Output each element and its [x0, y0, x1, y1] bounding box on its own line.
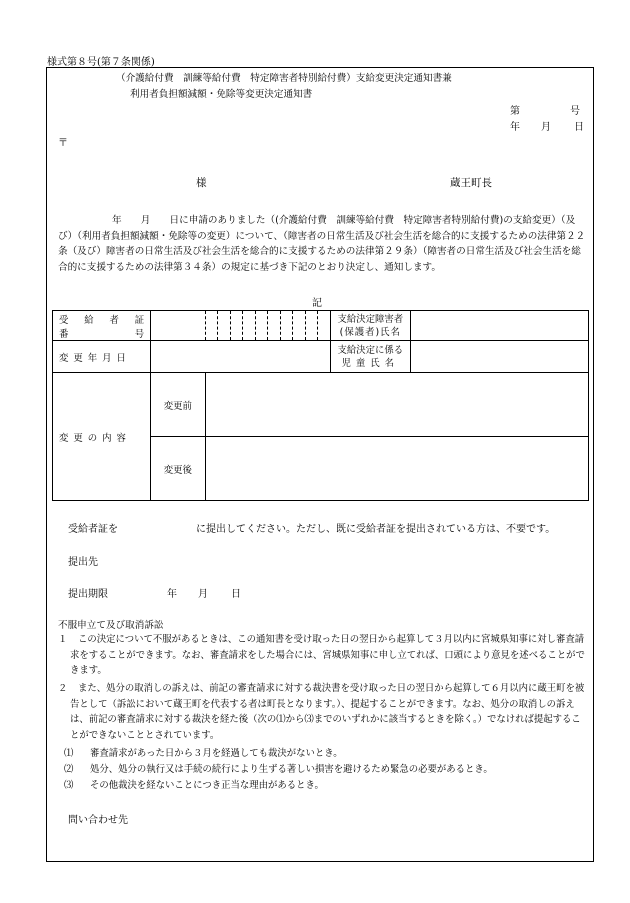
change-content-label: 変更の内容 [53, 373, 151, 501]
sub-item-1-number: ⑴ [64, 748, 74, 759]
cert-digit[interactable] [318, 311, 331, 341]
sub-item-2-number: ⑵ [64, 764, 74, 775]
title-line-2: 利用者負担額減額・免除等変更決定通知書 [130, 89, 313, 100]
sub-item-3-text: その他裁決を経ないことにつき正当な理由があるとき。 [90, 780, 324, 791]
contact-label: 問い合わせ先 [68, 815, 128, 826]
label-char: 受 [59, 314, 69, 326]
decision-table [52, 310, 589, 501]
deadline-day: 日 [231, 589, 241, 600]
label-char: 番 [59, 328, 69, 340]
cert-digit[interactable] [205, 311, 218, 341]
submit-suffix: に提出してください。ただし、既に受給者証を提出されている方は、不要です。 [196, 524, 556, 535]
doc-number-prefix: 第 [510, 106, 520, 117]
appeal-item-number: ２ [58, 683, 68, 694]
cert-digit[interactable] [268, 311, 281, 341]
sub-item-2-text: 処分、処分の執行又は手続の続行により生ずる著しい損害を避けるため緊急の必要があるとき。 [90, 764, 493, 775]
label-char: 証 [134, 314, 145, 326]
after-label: 変更後 [151, 437, 205, 501]
date-day: 日 [574, 122, 584, 133]
appeal-heading: 不服申立て及び取消訴訟 [58, 620, 164, 631]
submit-prefix: 受給者証を [68, 524, 118, 535]
sub-item-3-number: ⑶ [64, 780, 74, 791]
intro-paragraph: 年 月 日に申請のありました（(介護給付費 訓練等給付費 特定障害者特別給付費)の支給変更）（及び）（利用者負担額減額・免除等の変更）について、（障害者の日常生活及び社会生活を総合的に支援するための法律第２２条（及び）障害者の日常生活及び社会生活を総合的に支援するための法律第２９条）（障害者の日常生活及び社会生活を総合的に支援するための法律第３４条）の規定に基づき下記のとおり決定し、通知します。 [58, 215, 586, 273]
submit-destination-label: 提出先 [68, 557, 98, 568]
cert-label-bottom [59, 326, 144, 340]
cert-label-top [59, 312, 144, 326]
appeal-item-text: また、処分の取消しの訴えは、前記の審査請求に対する裁決書を受け取った日の翌日から起算して６月以内に蔵王町を被告として（訴訟において蔵王町を代表する者は町長となります。）、提起することができます。なお、処分の取消しの訴えは、前記の審査請求に対する裁決を経た後（次の⑴から⑶までのいずれかに該当するときを除く。）でなければ提起することができないこととされています。 [70, 683, 585, 741]
appeal-item-1 [58, 632, 590, 679]
deadline-month: 月 [198, 589, 208, 600]
sub-item-1-text: 審査請求があった日から３月を経過しても裁決がないとき。 [90, 748, 343, 759]
title-line-1: （介護給付費 訓練等給付費 特定障害者特別給付費）支給変更決定通知書兼 [116, 73, 452, 84]
cert-digit[interactable] [230, 311, 243, 341]
cert-digit[interactable] [255, 311, 268, 341]
date-month: 月 [541, 122, 551, 133]
appeal-item-number: １ [58, 634, 68, 645]
cert-number-label [53, 311, 151, 341]
label-char: 号 [134, 328, 145, 340]
recipient-name-label: 支給決定障害者 (保護者)氏名 [330, 311, 410, 341]
before-label: 変更前 [151, 373, 205, 437]
child-name-field[interactable] [410, 341, 588, 373]
recipient-name-field[interactable] [410, 311, 588, 341]
doc-number-suffix: 号 [570, 106, 580, 117]
after-field[interactable] [205, 437, 588, 501]
ki-heading: 記 [312, 298, 322, 309]
cert-digit[interactable] [293, 311, 306, 341]
appeal-item-2 [58, 681, 590, 743]
form-number: 様式第８号(第７条関係) [47, 57, 155, 68]
change-date-field[interactable] [151, 341, 331, 373]
date-year: 年 [510, 122, 520, 133]
cert-digit[interactable] [243, 311, 256, 341]
addressee-suffix: 様 [196, 177, 207, 189]
appeal-item-text: この決定について不服があるときは、この通知書を受け取った日の翌日から起算して３月以内に宮城県知事に対し審査請求をすることができます。なお、審査請求をした場合には、宮城県知事に申し立てれば、口頭により意見を述べることができます。 [70, 634, 585, 677]
label-char: 者 [109, 314, 119, 326]
deadline-year: 年 [167, 589, 177, 600]
sender-name: 蔵王町長 [450, 177, 492, 189]
cert-digit[interactable] [280, 311, 293, 341]
child-name-label: 支給決定に係る 児童氏名 [330, 341, 410, 373]
change-date-label: 変更年月日 [53, 341, 151, 373]
postal-mark: 〒 [58, 138, 68, 149]
cert-digit[interactable] [218, 311, 231, 341]
before-field[interactable] [205, 373, 588, 437]
cert-digit[interactable] [305, 311, 318, 341]
cert-digit[interactable] [151, 311, 205, 341]
label-char: 給 [84, 314, 94, 326]
submit-deadline-label: 提出期限 [68, 589, 108, 600]
